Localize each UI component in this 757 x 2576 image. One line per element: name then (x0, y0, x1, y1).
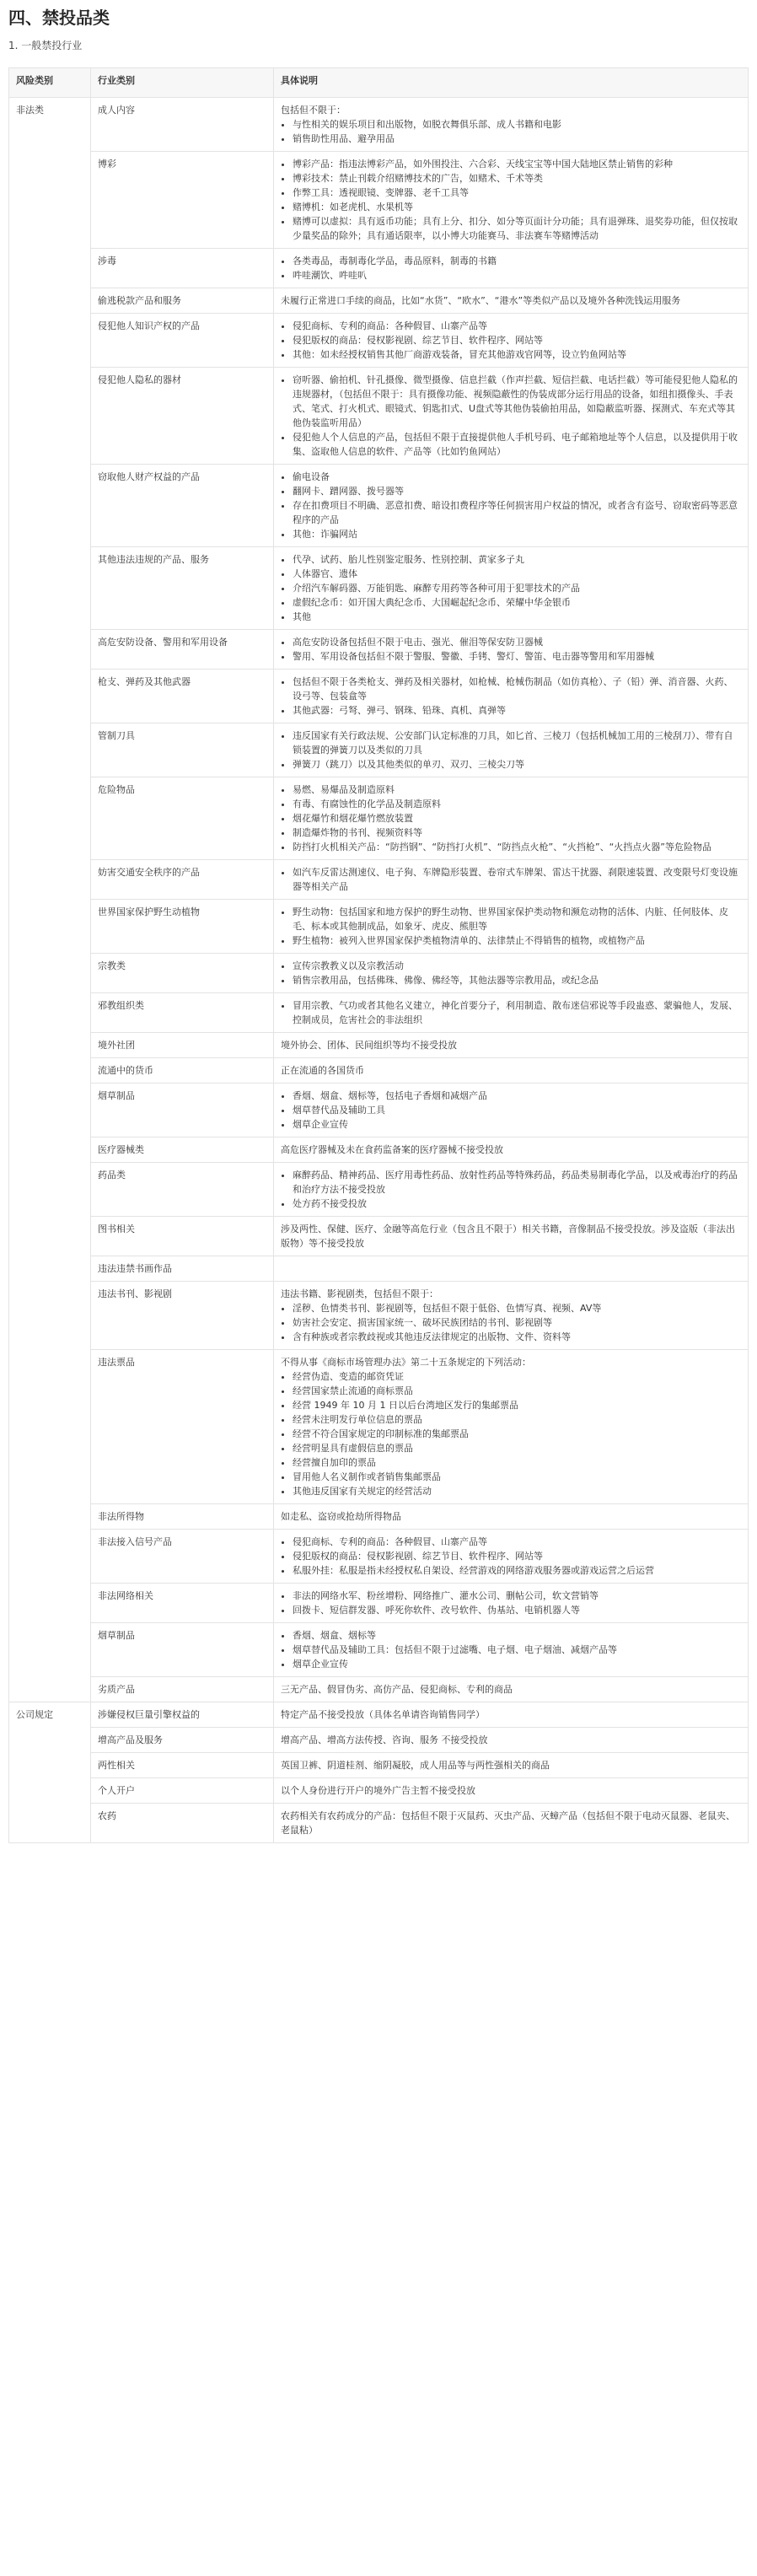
table-row (9, 1033, 749, 1058)
description-list-item: • 宣传宗教教义以及宗教活动 (293, 959, 741, 973)
table-row (9, 98, 749, 152)
description-list-item: • 与性相关的娱乐项目和出版物，如脱衣舞俱乐部、成人书籍和电影 (293, 117, 741, 132)
description-cell (274, 954, 749, 993)
description-list (281, 865, 741, 894)
description-list-item: • 处方药不接受投放 (293, 1197, 741, 1211)
industry-category-cell: 非法网络相关 (91, 1584, 274, 1623)
description-list (281, 157, 741, 243)
industry-category-cell: 医疗器械类 (91, 1137, 274, 1163)
table-row (9, 1084, 749, 1137)
description-list-item: • 冒用宗教、气功或者其他名义建立，神化首要分子，利用制造、散布迷信邪说等手段蛊惑、蒙骗他人，发展、控制成员，危害社会的非法组织 (293, 998, 741, 1027)
industry-category-cell: 烟草制品 (91, 1084, 274, 1137)
table-row (9, 1728, 749, 1753)
description-list-item: • 烟草企业宣传 (293, 1117, 741, 1132)
industry-category-cell: 邪教组织类 (91, 993, 274, 1033)
description-list (281, 959, 741, 987)
description-list-item: • 虚假纪念币：如开国大典纪念币、大国崛起纪念币、荣耀中华金银币 (293, 595, 741, 610)
industry-category-cell: 烟草制品 (91, 1623, 274, 1677)
description-list (281, 782, 741, 854)
description-list-item: • 吽哇潮饮、吽哇叭 (293, 268, 741, 282)
description-text: 增高产品、增高方法传授、咨询、服务 不接受投放 (281, 1734, 488, 1745)
industry-category-cell: 药品类 (91, 1163, 274, 1217)
table-row (9, 1623, 749, 1677)
description-list-item: • 有毒、有腐蚀性的化学品及制造原料 (293, 797, 741, 811)
description-list-item: • 私服外挂：私服是指未经授权私自架设、经营游戏的网络游戏服务器或游戏运营之后运营 (293, 1563, 741, 1578)
description-list-item: • 偷电设备 (293, 470, 741, 484)
table-row (9, 1350, 749, 1504)
table-row (9, 152, 749, 249)
description-list (281, 470, 741, 541)
description-list-item: • 野生植物：被列入世界国家保护类植物清单的、法律禁止不得销售的植物，或植物产品 (293, 933, 741, 948)
description-list-item: • 其他：诈骗网站 (293, 527, 741, 541)
table-body (9, 98, 749, 1843)
description-list (281, 998, 741, 1027)
description-list-item: • 其他违反国家有关规定的经营活动 (293, 1484, 741, 1498)
description-list-item: • 非法的网络水军、粉丝增粉、网络推广、灌水公司、删帖公司，软文营销等 (293, 1589, 741, 1603)
description-list (281, 1089, 741, 1132)
description-cell (274, 900, 749, 954)
table-row (9, 860, 749, 900)
industry-category-cell: 偷逃税款产品和服务 (91, 288, 274, 314)
table-row (9, 1137, 749, 1163)
industry-category-cell: 增高产品及服务 (91, 1728, 274, 1753)
description-list-item: • 含有种族或者宗教歧视或其他违反法律规定的出版物、文件、资料等 (293, 1330, 741, 1344)
industry-category-cell: 非法接入信号产品 (91, 1530, 274, 1584)
description-text: 三无产品、假冒伪劣、高仿产品、侵犯商标、专利的商品 (281, 1684, 513, 1695)
description-cell (274, 98, 749, 152)
description-cell (274, 547, 749, 630)
header-risk-category: 风险类别 (9, 68, 91, 98)
industry-category-cell: 境外社团 (91, 1033, 274, 1058)
table-row (9, 1584, 749, 1623)
description-list (281, 552, 741, 624)
description-list-item: • 介绍汽车解码器、万能钥匙、麻醉专用药等各种可用于犯罪技术的产品 (293, 581, 741, 595)
description-text: 高危医疗器械及未在食药监备案的医疗器械不接受投放 (281, 1144, 503, 1155)
description-list-item: • 侵犯版权的商品：侵权影视剧、综艺节目、软件程序、网站等 (293, 1549, 741, 1563)
description-list (281, 1301, 741, 1344)
description-list (281, 254, 741, 282)
description-list-item: • 麻醉药品、精神药品、医疗用毒性药品、放射性药品等特殊药品，药品类易制毒化学品，以及戒毒治疗的药品和治疗方法不接受投放 (293, 1168, 741, 1197)
table-row (9, 1753, 749, 1778)
description-list-item: • 经营不符合国家规定的印制标准的集邮票品 (293, 1427, 741, 1441)
description-cell (274, 368, 749, 465)
description-list-item: • 赌博可以虚拟：具有返币功能；具有上分、扣分、如分等页面计分功能；具有退弹珠、退奖券功能，但仅按取少量奖品的除外；具有通话限率，以小博大功能赛马、非法赛车等赌博活动 (293, 214, 741, 243)
table-row (9, 1256, 749, 1282)
description-cell (274, 1137, 749, 1163)
description-list-item: • 侵犯版权的商品：侵权影视剧、综艺节目、软件程序、网站等 (293, 333, 741, 347)
industry-category-cell: 个人开户 (91, 1778, 274, 1804)
description-list (281, 1168, 741, 1211)
description-list-item: • 警用、军用设备包括但不限于警服、警徽、手铐、警灯、警笛、电击器等警用和军用器械 (293, 649, 741, 664)
description-text: 违法书籍、影视剧类，包括但不限于： (281, 1288, 438, 1299)
description-cell (274, 777, 749, 860)
description-list (281, 373, 741, 459)
description-list-item: • 烟花爆竹和烟花爆竹燃放装置 (293, 811, 741, 826)
table-row (9, 288, 749, 314)
description-list (281, 319, 741, 362)
description-cell (274, 1623, 749, 1677)
industry-category-cell: 图书相关 (91, 1217, 274, 1256)
description-list-item: • 如汽车反雷达测速仪、电子狗、车牌隐形装置、卷帘式车牌架、雷达干扰器、刹限速装置、改变限号灯变设施器等相关产品 (293, 865, 741, 894)
description-cell (274, 723, 749, 777)
table-row (9, 1702, 749, 1728)
table-row (9, 993, 749, 1033)
table-header-row (9, 68, 749, 98)
table-row (9, 723, 749, 777)
table-row (9, 1504, 749, 1530)
prohibited-categories-table (8, 67, 749, 1843)
description-cell (274, 1753, 749, 1778)
description-list (281, 1369, 741, 1498)
description-cell (274, 1217, 749, 1256)
description-list-item: • 博彩技术：禁止刊载介绍赌博技术的广告，如赌术、千术等类 (293, 171, 741, 186)
industry-category-cell: 其他违法违规的产品、服务 (91, 547, 274, 630)
description-list-item: • 香烟、烟盒、烟标等 (293, 1628, 741, 1643)
description-list-item: • 销售助性用品、避孕用品 (293, 132, 741, 146)
description-list-item: • 经营伪造、变造的邮资凭证 (293, 1369, 741, 1384)
description-list-item: • 违反国家有关行政法规、公安部门认定标准的刀具，如匕首、三棱刀（包括机械加工用的三棱刮刀）、带有自锁装置的弹簧刀以及类似的刀具 (293, 729, 741, 757)
table-row (9, 465, 749, 547)
description-list-item: • 翻网卡、蹭网器、拨号器等 (293, 484, 741, 498)
table-row (9, 1530, 749, 1584)
description-list-item: • 野生动物：包括国家和地方保护的野生动物、世界国家保护类动物和濒危动物的活体、内脏、任何肢体、皮毛、标本或其他制成品，如象牙、虎皮、熊胆等 (293, 905, 741, 933)
description-text: 农药相关有农药成分的产品：包括但不限于灭鼠药、灭虫产品、灭蟑产品（包括但不限于电动灭鼠器、老鼠夹、老鼠粘） (281, 1810, 735, 1836)
description-list-item: • 其他武器：弓弩、弹弓、钢珠、铅珠、真机、真弹等 (293, 703, 741, 718)
description-list-item: • 博彩产品：指违法博彩产品，如外围投注、六合彩、天线宝宝等中国大陆地区禁止销售的彩种 (293, 157, 741, 171)
description-list-item: • 经营 1949 年 10 月 1 日以后台湾地区发行的集邮票品 (293, 1398, 741, 1412)
description-cell (274, 1778, 749, 1804)
table-row (9, 547, 749, 630)
description-list-item: • 经营明显具有虚假信息的票品 (293, 1441, 741, 1455)
table-row (9, 900, 749, 954)
table-row (9, 630, 749, 670)
table-row (9, 1163, 749, 1217)
description-cell (274, 1058, 749, 1084)
industry-category-cell: 妨害交通安全秩序的产品 (91, 860, 274, 900)
description-text: 涉及两性、保健、医疗、金融等高危行业（包含且不限于）相关书籍，音像制品不接受投放。涉及盗版（非法出版物）等不接受投放 (281, 1223, 735, 1249)
description-list-item: • 人体器官、遗体 (293, 567, 741, 581)
description-cell (274, 1033, 749, 1058)
description-cell (274, 1282, 749, 1350)
table-row (9, 1804, 749, 1843)
description-list-item: • 其他：如未经授权销售其他厂商游戏装备，冒充其他游戏官网等，设立钓鱼网站等 (293, 347, 741, 362)
section-subtitle: 1. 一般禁投行业 (8, 40, 83, 51)
description-list (281, 117, 741, 146)
table-row (9, 249, 749, 288)
header-industry-category: 行业类别 (91, 68, 274, 98)
description-list (281, 905, 741, 948)
risk-category-cell: 公司规定 (9, 1702, 91, 1843)
description-list-item: • 易燃、易爆品及制造原料 (293, 782, 741, 797)
industry-category-cell: 非法所得物 (91, 1504, 274, 1530)
description-cell (274, 152, 749, 249)
table-row (9, 314, 749, 368)
description-cell (274, 1530, 749, 1584)
industry-category-cell: 侵犯他人隐私的器材 (91, 368, 274, 465)
description-list-item: • 侵犯商标、专利的商品：各种假冒、山寨产品等 (293, 319, 741, 333)
description-list-item: • 香烟、烟盒、烟标等，包括电子香烟和减烟产品 (293, 1089, 741, 1103)
description-list-item: • 各类毒品，毒制毒化学品，毒品原料，制毒的书籍 (293, 254, 741, 268)
description-text: 正在流通的各国货币 (281, 1065, 364, 1076)
description-text: 特定产品不接受投放（具体名单请咨询销售同学） (281, 1709, 485, 1720)
description-list-item: • 存在扣费项目不明确、恶意扣费、暗设扣费程序等任何损害用户权益的情况，或者含有盗号、窃取密码等恶意程序的产品 (293, 498, 741, 527)
description-list (281, 729, 741, 772)
description-text: 境外协会、团体、民间组织等均不接受投放 (281, 1040, 457, 1051)
risk-category-cell: 非法类 (9, 98, 91, 1702)
table-row (9, 1217, 749, 1256)
description-list-item: • 制造爆炸物的书刊、视频资料等 (293, 826, 741, 840)
description-list-item: • 赌博机：如老虎机、水果机等 (293, 200, 741, 214)
description-cell (274, 249, 749, 288)
description-text: 不得从事《商标市场管理办法》第二十五条规定的下列活动： (281, 1357, 531, 1368)
description-list-item: • 妨害社会安定、损害国家统一、破坏民族团结的书刊、影视剧等 (293, 1315, 741, 1330)
description-cell (274, 993, 749, 1033)
description-cell (274, 630, 749, 670)
industry-category-cell: 违法书刊、影视剧 (91, 1282, 274, 1350)
description-list-item: • 防挡打火机相关产品：“防挡钢”、“防挡打火机”、“防挡点火枪”、“火挡枪”、“火挡点火器”等危险物品 (293, 840, 741, 854)
table-row (9, 1282, 749, 1350)
description-cell (274, 1163, 749, 1217)
description-list-item: • 高危安防设备包括但不限于电击、强光、催泪等保安防卫器械 (293, 635, 741, 649)
description-cell (274, 670, 749, 723)
industry-category-cell: 管制刀具 (91, 723, 274, 777)
table-row (9, 1058, 749, 1084)
description-list-item: • 侵犯他人个人信息的产品，包括但不限于直接提供他人手机号码、电子邮箱地址等个人信息，以及提供用于收集、盗取他人信息的软件、产品等（比如钓鱼网站） (293, 430, 741, 459)
industry-category-cell: 成人内容 (91, 98, 274, 152)
description-text: 英国卫裤、阴道桂剂、缩阴凝胶，成人用品等与两性强相关的商品 (281, 1760, 550, 1771)
description-list-item: • 回拨卡、短信群发器、呼死你软件、改号软件、伪基站、电销机器人等 (293, 1603, 741, 1617)
table-row (9, 1778, 749, 1804)
industry-category-cell: 窃取他人财产权益的产品 (91, 465, 274, 547)
industry-category-cell: 枪支、弹药及其他武器 (91, 670, 274, 723)
industry-category-cell: 高危安防设备、警用和军用设备 (91, 630, 274, 670)
description-list (281, 1628, 741, 1671)
description-list-item: • 淫秽、色情类书刊、影视剧等，包括但不限于低俗、色情写真、视频、AV等 (293, 1301, 741, 1315)
industry-category-cell: 两性相关 (91, 1753, 274, 1778)
description-list-item: • 烟草替代品及辅助工具：包括但不限于过滤嘴、电子烟、电子烟油、减烟产品等 (293, 1643, 741, 1657)
industry-category-cell: 危险物品 (91, 777, 274, 860)
industry-category-cell: 宗教类 (91, 954, 274, 993)
table-row (9, 1677, 749, 1702)
description-list (281, 1535, 741, 1578)
industry-category-cell: 违法票品 (91, 1350, 274, 1504)
description-list-item: • 销售宗教用品，包括佛珠、佛像、佛经等，其他法器等宗教用品，或纪念品 (293, 973, 741, 987)
industry-category-cell: 博彩 (91, 152, 274, 249)
description-cell (274, 860, 749, 900)
description-cell (274, 1504, 749, 1530)
description-cell (274, 1084, 749, 1137)
description-list-item: • 烟草企业宣传 (293, 1657, 741, 1671)
industry-category-cell: 涉嫌侵权巨量引擎权益的 (91, 1702, 274, 1728)
description-cell (274, 465, 749, 547)
description-list-item: • 经营擅自加印的票品 (293, 1455, 741, 1470)
description-list-item: • 弹簧刀（跳刀）以及其他类似的单刃、双刃、三棱尖刀等 (293, 757, 741, 772)
description-list-item: • 烟草替代品及辅助工具 (293, 1103, 741, 1117)
description-list-item: • 代孕、试药、胎儿性别鉴定服务、性别控制、黄家多子丸 (293, 552, 741, 567)
description-list-item: • 其他 (293, 610, 741, 624)
description-list-item: • 经营未注明发行单位信息的票品 (293, 1412, 741, 1427)
industry-category-cell: 流通中的货币 (91, 1058, 274, 1084)
industry-category-cell: 违法违禁书画作品 (91, 1256, 274, 1282)
table-row (9, 954, 749, 993)
description-text: 以个人身份进行开户的境外广告主暂不接受投放 (281, 1785, 475, 1796)
description-cell (274, 1702, 749, 1728)
industry-category-cell: 农药 (91, 1804, 274, 1843)
page-title: 四、禁投品类 (8, 8, 110, 28)
description-cell (274, 1804, 749, 1843)
industry-category-cell: 世界国家保护野生动植物 (91, 900, 274, 954)
description-text: 如走私、盗窃或抢劫所得物品 (281, 1511, 401, 1522)
description-text: 包括但不限于： (281, 105, 346, 116)
description-cell (274, 1677, 749, 1702)
description-text: 未履行正常进口手续的商品，比如“水货”、“欧水”、“港水”等类似产品以及境外各种洗钱运用服务 (281, 295, 681, 306)
description-cell (274, 1584, 749, 1623)
description-list-item: • 作弊工具：透视眼镜、变牌器、老千工具等 (293, 186, 741, 200)
industry-category-cell: 涉毒 (91, 249, 274, 288)
description-list-item: • 经营国家禁止流通的商标票品 (293, 1384, 741, 1398)
description-cell (274, 1728, 749, 1753)
description-cell (274, 1256, 749, 1282)
table-row (9, 777, 749, 860)
description-list-item: • 包括但不限于各类枪支、弹药及相关器材，如枪械、枪械伤制品（如仿真枪）、子（铅）弹、消音器、火药、设弓等、包装盒等 (293, 675, 741, 703)
industry-category-cell: 侵犯他人知识产权的产品 (91, 314, 274, 368)
industry-category-cell: 劣质产品 (91, 1677, 274, 1702)
description-cell (274, 314, 749, 368)
description-list-item: • 窃听器、偷拍机、针孔摄像、微型摄像、信息拦截（作声拦截、短信拦截、电话拦截）等可能侵犯他人隐私的违规器材，（包括但不限于：具有摄像功能、视频隐蔽性的伪装成部分运行用品的设备，如纽扣摄像头、手表式、笔式、打火机式、眼镜式、钥匙扣式、U盘式等其他伪装偷拍用品，如隐蔽监听器、探测式、车充式等其他伪装监听用品） (293, 373, 741, 430)
header-description: 具体说明 (274, 68, 749, 98)
description-list (281, 635, 741, 664)
description-list-item: • 冒用他人名义制作或者销售集邮票品 (293, 1470, 741, 1484)
description-list (281, 1589, 741, 1617)
description-cell (274, 1350, 749, 1504)
description-cell (274, 288, 749, 314)
description-list-item: • 侵犯商标、专利的商品：各种假冒、山寨产品等 (293, 1535, 741, 1549)
table-row (9, 670, 749, 723)
table-row (9, 368, 749, 465)
description-list (281, 675, 741, 718)
